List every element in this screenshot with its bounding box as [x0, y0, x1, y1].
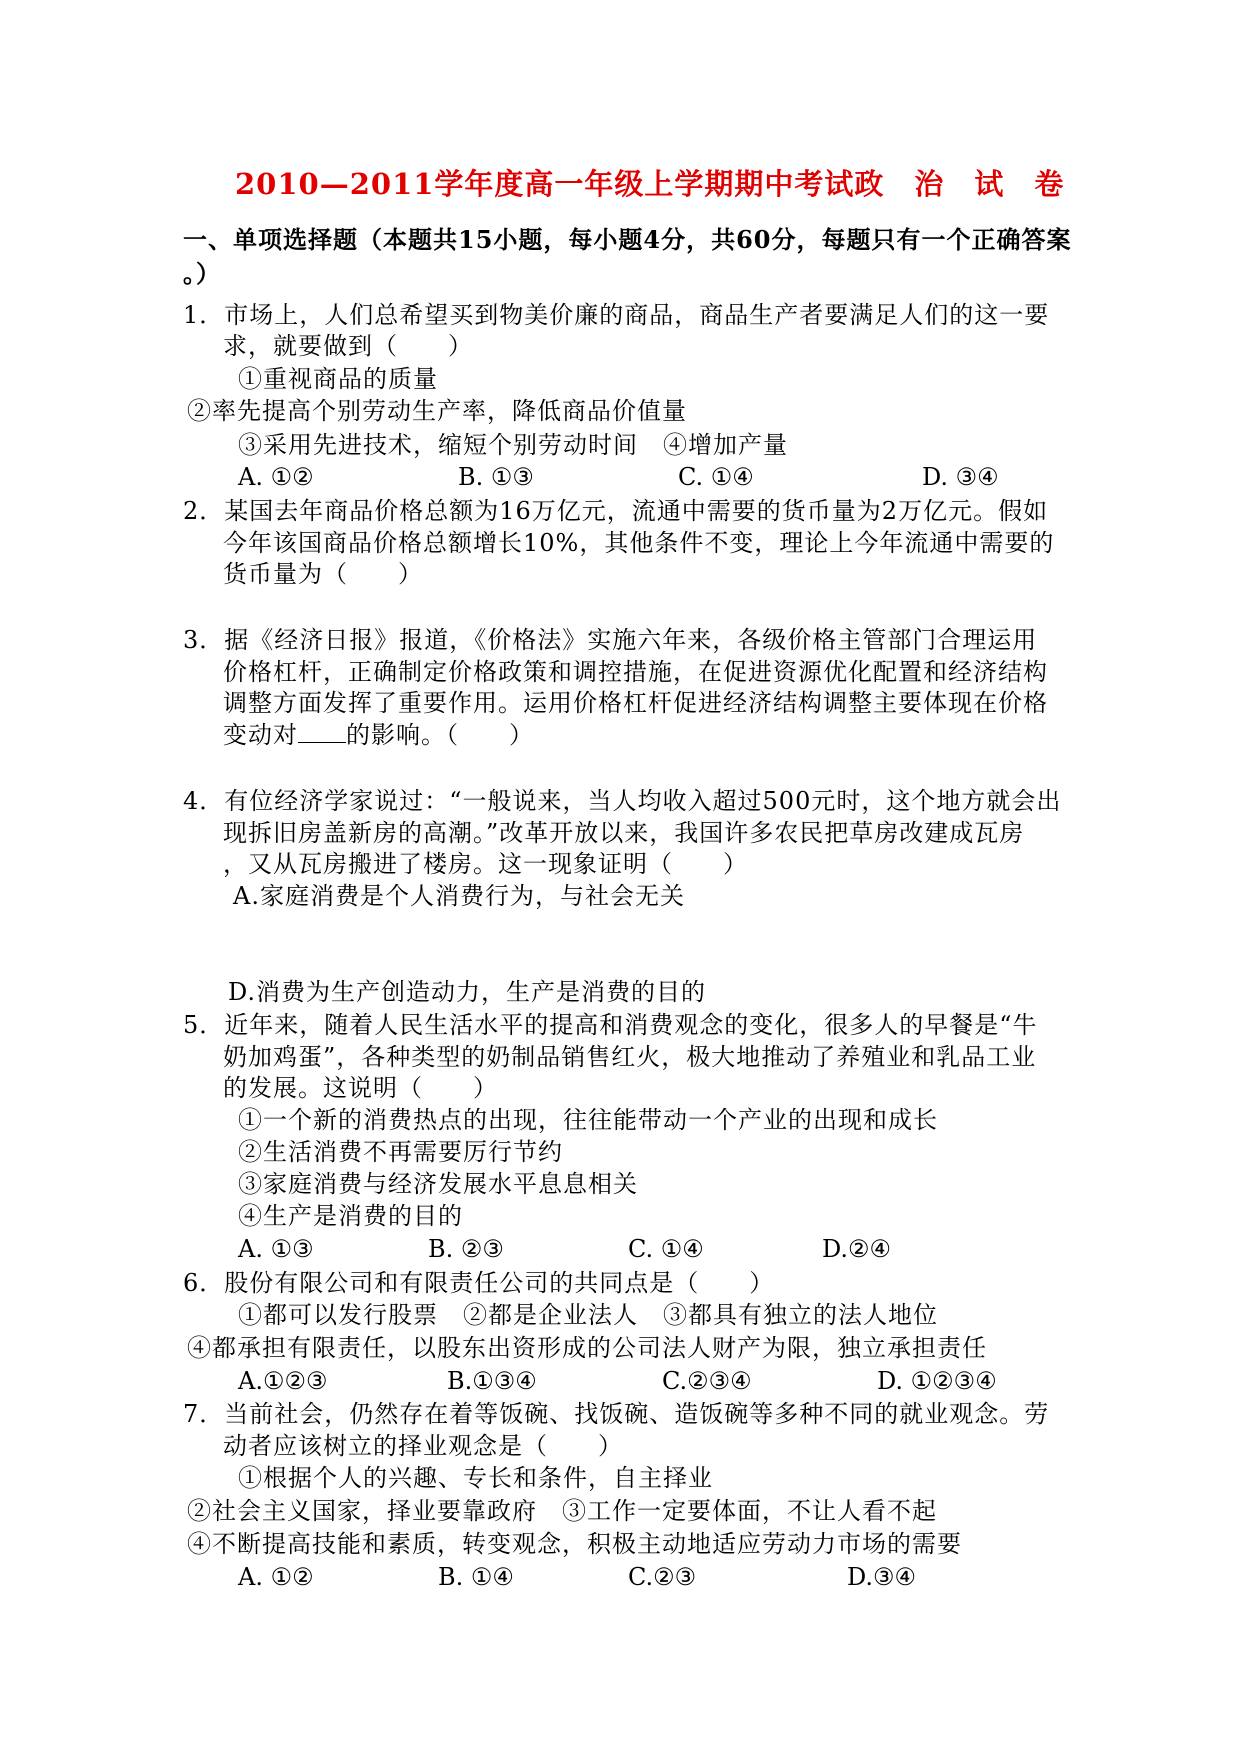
question-7-option-c: C.②③	[628, 1563, 697, 1591]
question-5-option-b: B. ②③	[428, 1235, 504, 1263]
question-3-line2: 价格杠杆，正确制定价格政策和调控措施，在促进资源优化配置和经济结构	[223, 658, 1048, 686]
question-7-option-b: B. ①④	[438, 1563, 514, 1591]
question-5-item1: ①一个新的消费热点的出现，往往能带动一个产业的出现和成长	[238, 1106, 938, 1134]
question-2-line1: 2．某国去年商品价格总额为16万亿元，流通中需要的货币量为2万亿元。假如	[183, 497, 1049, 525]
question-6-option-a: A.①②③	[238, 1367, 328, 1395]
question-7-line2: 动者应该树立的择业观念是（ ）	[223, 1432, 623, 1460]
question-4-option-d: D.消费为生产创造动力，生产是消费的目的	[228, 978, 707, 1006]
question-5-option-c: C. ①④	[628, 1235, 704, 1263]
question-1-option-c: C. ①④	[678, 463, 754, 491]
question-5-item2: ②生活消费不再需要厉行节约	[238, 1138, 563, 1166]
section-heading: 一、单项选择题（本题共15小题，每小题4分，共60分，每题只有一个正确答案	[183, 225, 1072, 254]
question-7-item3: ④不断提高技能和素质，转变观念，积极主动地适应劳动力市场的需要	[187, 1530, 962, 1558]
question-5-line3: 的发展。这说明（ ）	[223, 1074, 498, 1102]
question-3-line1: 3．据《经济日报》报道，《价格法》实施六年来，各级价格主管部门合理运用	[183, 626, 1038, 654]
question-7-item1: ①根据个人的兴趣、专长和条件，自主择业	[238, 1464, 713, 1492]
question-2-line2: 今年该国商品价格总额增长10%，其他条件不变，理论上今年流通中需要的	[223, 529, 1055, 557]
question-6-option-d: D. ①②③④	[877, 1367, 997, 1395]
question-6-line1: 6．股份有限公司和有限责任公司的共同点是（ ）	[183, 1269, 775, 1297]
question-1-option-a: A. ①②	[238, 463, 314, 491]
question-7-option-d: D.③④	[847, 1563, 917, 1591]
question-3-line3: 调整方面发挥了重要作用。运用价格杠杆促进经济结构调整主要体现在价格	[223, 689, 1048, 717]
question-2-line3: 货币量为（ ）	[223, 560, 423, 588]
question-1-item1: ①重视商品的质量	[238, 365, 438, 393]
question-7-line1: 7．当前社会，仍然存在着等饭碗、找饭碗、造饭碗等多种不同的就业观念。劳	[183, 1400, 1050, 1428]
question-5-option-a: A. ①③	[238, 1235, 314, 1263]
question-6-item1: ①都可以发行股票 ②都是企业法人 ③都具有独立的法人地位	[238, 1301, 938, 1329]
question-1-item2: ②率先提高个别劳动生产率，降低商品价值量	[187, 397, 687, 425]
question-7-item2: ②社会主义国家，择业要靠政府 ③工作一定要体面，不让人看不起	[187, 1497, 937, 1525]
question-1-item3: ③采用先进技术，缩短个别劳动时间 ④增加产量	[238, 431, 788, 459]
question-3-line4	[223, 720, 534, 750]
question-7-option-a: A. ①②	[238, 1563, 314, 1591]
exam-title: 2010—2011学年度高一年级上学期期中考试政 治 试 卷	[235, 167, 1065, 201]
question-4-line3: ，又从瓦房搬进了楼房。这一现象证明（ ）	[223, 850, 748, 878]
question-6-option-b: B.①③④	[447, 1367, 537, 1395]
question-6-option-c: C.②③④	[662, 1367, 752, 1395]
question-5-line1: 5．近年来，随着人民生活水平的提高和消费观念的变化，很多人的早餐是“牛	[183, 1011, 1038, 1039]
section-heading-cont: 。）	[183, 259, 221, 288]
question-5-option-d: D.②④	[822, 1235, 892, 1263]
question-6-item2: ④都承担有限责任，以股东出资形成的公司法人财产为限，独立承担责任	[187, 1334, 987, 1362]
question-4-line1: 4．有位经济学家说过：“一般说来，当人均收入超过500元时，这个地方就会出	[183, 787, 1062, 815]
question-1-line2: 求，就要做到（ ）	[223, 332, 473, 360]
question-4-line2: 现拆旧房盖新房的高潮。”改革开放以来，我国许多农民把草房改建成瓦房	[223, 819, 1025, 847]
question-4-option-a: A.家庭消费是个人消费行为，与社会无关	[233, 882, 685, 910]
question-3-line4-pre: 变动对	[223, 721, 298, 749]
question-1-option-d: D. ③④	[922, 463, 999, 491]
question-5-line2: 奶加鸡蛋”，各种类型的奶制品销售红火，极大地推动了养殖业和乳品工业	[223, 1043, 1037, 1071]
question-1-line1: 1．市场上，人们总希望买到物美价廉的商品，商品生产者要满足人们的这一要	[183, 301, 1050, 329]
answer-blank	[298, 720, 346, 743]
question-5-item4: ④生产是消费的目的	[238, 1202, 463, 1230]
question-3-line4-post: 的影响。（ ）	[346, 721, 534, 749]
question-1-option-b: B. ①③	[458, 463, 534, 491]
question-5-item3: ③家庭消费与经济发展水平息息相关	[238, 1170, 638, 1198]
